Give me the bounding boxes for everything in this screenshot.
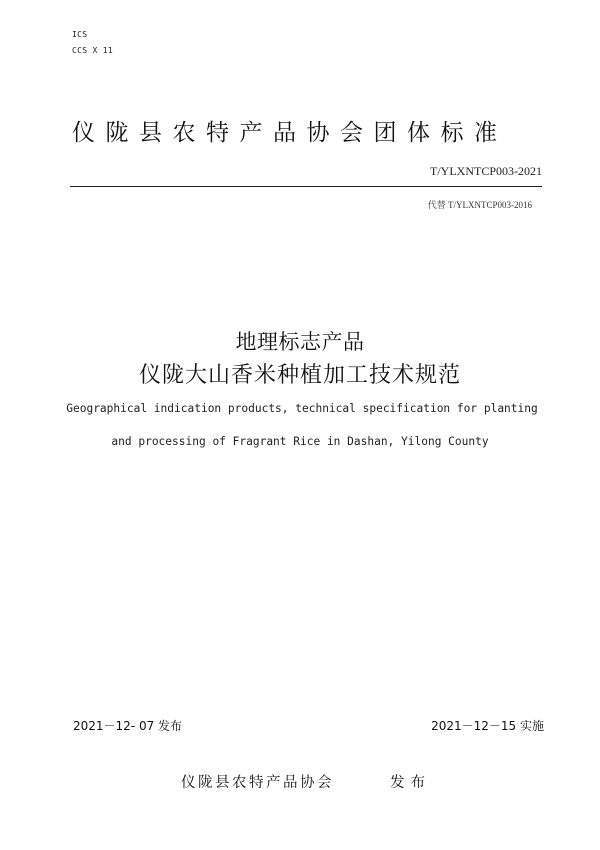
header-divider [70, 186, 542, 187]
issuing-organization: 仪陇县农特产品协会 [181, 775, 334, 791]
standard-number: T/YLXNTCP003-2021 [430, 164, 542, 178]
replaces-standard: 代替 T/YLXNTCP003-2016 [427, 200, 532, 210]
title-cn-line1: 地理标志产品 [235, 330, 365, 354]
issue-label: 发布 [390, 775, 431, 791]
publish-date: 2021－12- 07 发布 [73, 719, 183, 733]
ccs-label: CCS X 11 [72, 46, 113, 55]
title-en-line1: Geographical indication products, technical specification for planting [66, 402, 538, 415]
title-en-line2: and processing of Fragrant Rice in Dashan, Yilong County [111, 435, 489, 448]
organization-title: 仪陇县农特产品协会团体标准 [72, 120, 508, 146]
ics-label: ICS [72, 30, 88, 39]
title-cn-line2: 仪陇大山香米种植加工技术规范 [138, 363, 461, 388]
implement-date: 2021－12－15 实施 [431, 719, 544, 733]
